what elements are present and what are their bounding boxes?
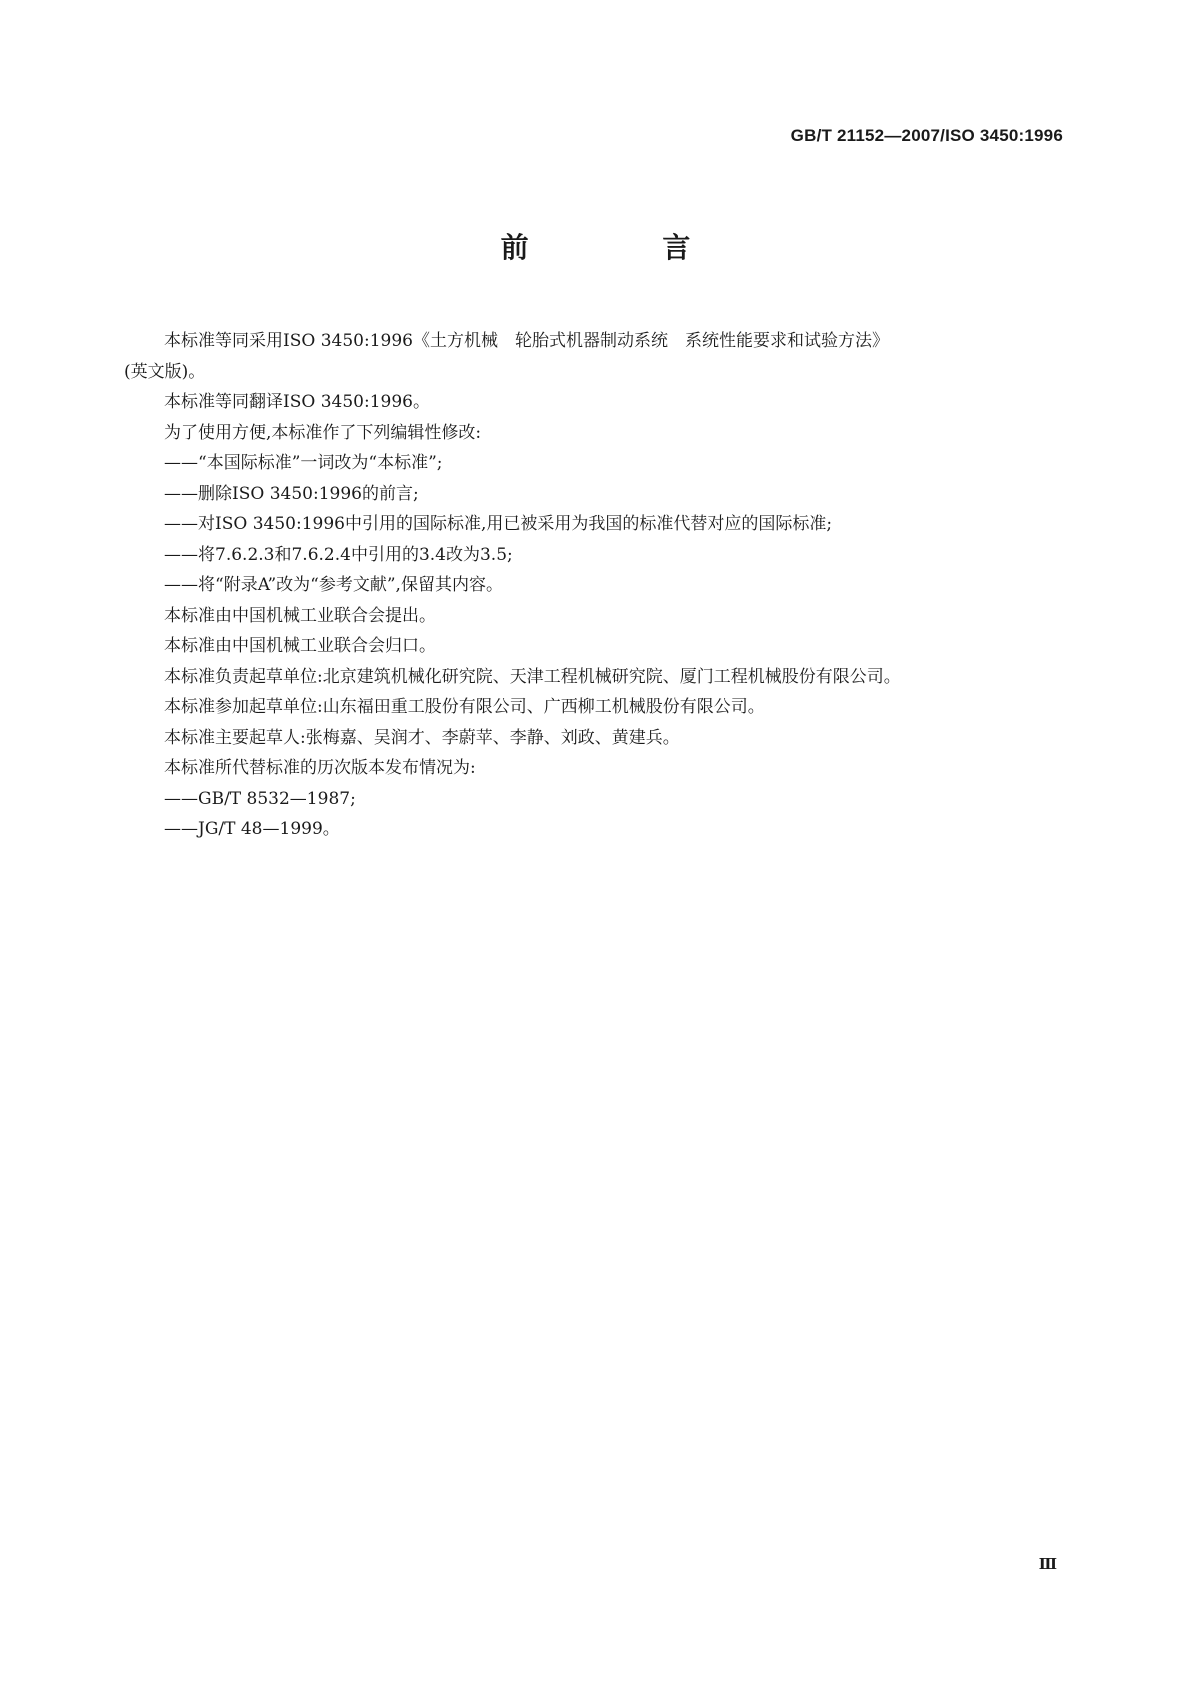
paragraph-drafting-units: 本标准负责起草单位:北京建筑机械化研究院、天津工程机械研究院、厦门工程机械股份有限公司。	[164, 666, 901, 687]
list-item-edit: ——删除ISO 3450:1996的前言;	[164, 483, 419, 504]
standard-code: GB/T 21152—2007/ISO 3450:1996	[790, 126, 1063, 145]
page-number: Ⅲ	[1038, 1555, 1056, 1573]
paragraph-adoption-cont: (英文版)。	[124, 361, 206, 382]
page-title: 前 言	[500, 231, 753, 264]
list-item-history: ——GB/T 8532—1987;	[164, 788, 356, 809]
list-item-edit: ——对ISO 3450:1996中引用的国际标准,用已被采用为我国的标准代替对应的国际标准;	[164, 514, 833, 534]
paragraph-drafters: 本标准主要起草人:张梅嘉、吴润才、李蔚苹、李静、刘政、黄建兵。	[164, 727, 680, 748]
paragraph-participating-units: 本标准参加起草单位:山东福田重工股份有限公司、广西柳工机械股份有限公司。	[164, 697, 765, 717]
foreword-body	[124, 326, 1068, 845]
paragraph-history-intro: 本标准所代替标准的历次版本发布情况为:	[164, 758, 476, 778]
paragraph-centralized: 本标准由中国机械工业联合会归口。	[164, 636, 436, 656]
list-item-edit: ——“本国际标准”一词改为“本标准”;	[164, 453, 443, 473]
list-item-edit: ——将7.6.2.3和7.6.2.4中引用的3.4改为3.5;	[164, 544, 513, 565]
paragraph-proposer: 本标准由中国机械工业联合会提出。	[164, 605, 436, 626]
list-item-history: ——JG/T 48—1999。	[164, 819, 340, 839]
paragraph-translation: 本标准等同翻译ISO 3450:1996。	[164, 392, 430, 412]
list-item-edit: ——将“附录A”改为“参考文献”,保留其内容。	[164, 575, 503, 595]
paragraph-adoption: 本标准等同采用ISO 3450:1996《土方机械 轮胎式机器制动系统 系统性能要求和试验方法》	[164, 331, 889, 351]
paragraph-edits-intro: 为了使用方便,本标准作了下列编辑性修改:	[164, 422, 482, 443]
